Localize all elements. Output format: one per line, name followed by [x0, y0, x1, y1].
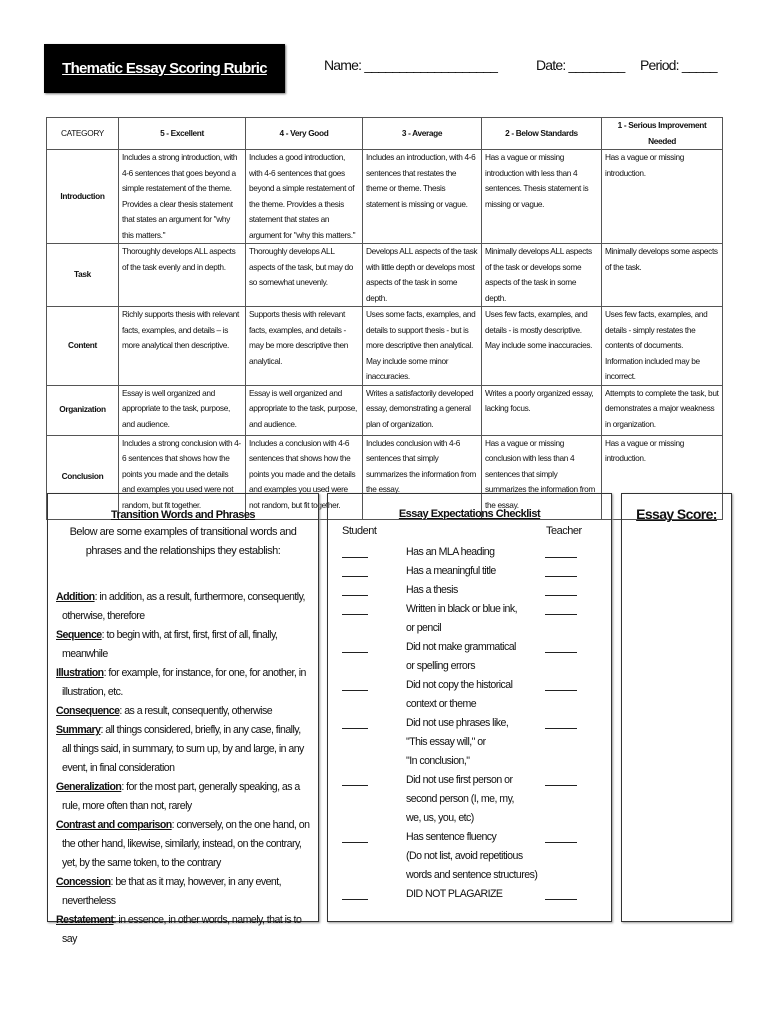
teacher-check-blank[interactable]: [545, 614, 577, 615]
checklist-item-text: Has an MLA heading: [406, 546, 495, 558]
rubric-cell: Has a vague or missing conclusion with less than 4 sentences that simply summarizes the information from the essay.: [482, 435, 602, 519]
checklist-item-text: second person (I, me, my,: [406, 793, 514, 805]
checklist-item: [328, 885, 611, 904]
transition-examples: for example, for instance, for one, for another, in illustration, etc.: [62, 667, 306, 698]
teacher-check-blank[interactable]: [545, 842, 577, 843]
checklist-item-text: DID NOT PLAGARIZE: [406, 888, 503, 900]
transition-title: Transition Words and Phrases: [110, 509, 256, 521]
transition-examples: in essence, in other words, namely, that is to say: [62, 914, 302, 945]
student-check-blank[interactable]: [342, 652, 368, 653]
rubric-cell: Includes conclusion with 4-6 sentences that simply summarizes the information from the essay.: [363, 435, 482, 519]
teacher-check-blank[interactable]: [545, 576, 577, 577]
transition-examples: to begin with, at first, first, first of all, finally, meanwhile: [62, 629, 278, 660]
teacher-column-label: Teacher: [546, 525, 582, 537]
checklist-item: [328, 676, 611, 714]
checklist-item-text: Did not make grammatical: [406, 641, 516, 653]
checklist-item-text: (Do not list, avoid repetitious: [406, 850, 523, 862]
rubric-cell: Uses few facts, examples, and details - is mostly descriptive. May include some inaccuracies.: [482, 307, 602, 386]
checklist-item-text: or spelling errors: [406, 660, 475, 672]
student-check-blank[interactable]: [342, 899, 368, 900]
transition-term: Addition: [56, 591, 95, 603]
teacher-check-blank[interactable]: [545, 899, 577, 900]
rubric-row: [47, 385, 723, 435]
rubric-cell: Attempts to complete the task, but demonstrates a major weakness in organization.: [602, 385, 723, 435]
student-check-blank[interactable]: [342, 785, 368, 786]
rubric-row: [47, 307, 723, 386]
rubric-cell: Thoroughly develops ALL aspects of the task, but may do so somewhat unevenly.: [246, 244, 363, 307]
category-header: CATEGORY: [47, 118, 119, 150]
name-field[interactable]: Name: ___________________: [324, 57, 498, 73]
category-label: Introduction: [47, 150, 119, 244]
student-check-blank[interactable]: [342, 557, 368, 558]
checklist-item-text: Has a meaningful title: [406, 565, 496, 577]
checklist-item-text: or pencil: [406, 622, 442, 634]
score-level-header: 5 - Excellent: [119, 118, 246, 150]
category-label: Conclusion: [47, 435, 119, 519]
score-level-header: 3 - Average: [363, 118, 482, 150]
transition-term: Contrast and comparison: [56, 819, 172, 831]
transition-term: Illustration: [56, 667, 104, 679]
transition-term: Generalization: [56, 781, 122, 793]
student-check-blank[interactable]: [342, 576, 368, 577]
rubric-cell: Includes a conclusion with 4-6 sentences that shows how the points you made and the details and examples you used were not random, but fit together.: [246, 435, 363, 519]
transition-item: Generalization: for the most part, generally speaking, as a rule, more often than not, rarely: [56, 781, 300, 812]
checklist-item-text: "This essay will," or: [406, 736, 486, 748]
teacher-check-blank[interactable]: [545, 595, 577, 596]
transition-item: Consequence: as a result, consequently, otherwise: [56, 705, 273, 717]
rubric-row: [47, 150, 723, 244]
student-column-label: Student: [342, 525, 377, 537]
rubric-table: [46, 117, 723, 520]
rubric-cell: Essay is well organized and appropriate to the task, purpose, and audience.: [246, 385, 363, 435]
rubric-cell: Supports thesis with relevant facts, examples, and details - may be more descriptive then analytical.: [246, 307, 363, 386]
transition-term: Sequence: [56, 629, 102, 641]
transition-words-box: [47, 493, 319, 945]
transition-examples: in addition, as a result, furthermore, consequently, otherwise, therefore: [62, 591, 305, 622]
transition-item: Summary: all things considered, briefly, in any case, finally, all things said, in summary, to sum up, by and large, in any event, in final consideration: [56, 724, 304, 774]
checklist-item: [328, 638, 611, 676]
rubric-cell: Writes a satisfactorily developed essay, demonstrating a general plan of organization.: [363, 385, 482, 435]
transition-examples: be that as it may, however, in any event, nevertheless: [62, 876, 282, 907]
score-level-header: 2 - Below Standards: [482, 118, 602, 150]
checklist-item: [328, 543, 611, 562]
page-title: Thematic Essay Scoring Rubric: [62, 60, 267, 77]
transition-term: Restatement: [56, 914, 114, 926]
student-check-blank[interactable]: [342, 690, 368, 691]
rubric-cell: Uses some facts, examples, and details to support thesis - but is more descriptive then analytical. May include some minor inaccuracies.: [363, 307, 482, 386]
transition-item: Addition: in addition, as a result, furthermore, consequently, otherwise, therefore: [56, 591, 305, 622]
teacher-check-blank[interactable]: [545, 557, 577, 558]
rubric-cell: Has a vague or missing introduction with less than 4 sentences. Thesis statement is missing or vague.: [482, 150, 602, 244]
category-label: Organization: [47, 385, 119, 435]
transition-examples: as a result, consequently, otherwise: [124, 705, 273, 717]
checklist-item-text: we, us, you, etc): [406, 812, 474, 824]
rubric-cell: Has a vague or missing introduction.: [602, 150, 723, 244]
student-check-blank[interactable]: [342, 595, 368, 596]
checklist-item: [328, 771, 611, 828]
checklist-items: [328, 543, 611, 904]
transition-examples: all things considered, briefly, in any case, finally, all things said, in summary, to sum up, by and large, in any event, in final consideration: [62, 724, 304, 774]
essay-score-box: [621, 493, 732, 922]
transition-examples: for the most part, generally speaking, as a rule, more often than not, rarely: [62, 781, 300, 812]
checklist-item: [328, 828, 611, 885]
checklist-item-text: Did not copy the historical: [406, 679, 513, 691]
transition-intro: Below are some examples of transitional words and phrases and the relationships they establish:: [69, 526, 297, 557]
checklist-item-text: context or theme: [406, 698, 477, 710]
period-field[interactable]: Period: _____: [640, 57, 717, 73]
checklist-item-text: "In conclusion,": [406, 755, 470, 767]
transition-term: Summary: [56, 724, 101, 736]
transition-item: Restatement: in essence, in other words, namely, that is to say: [56, 914, 302, 945]
checklist-item: [328, 600, 611, 638]
checklist-box: [327, 493, 612, 922]
essay-score-title: Essay Score:: [636, 506, 717, 522]
score-level-header: 4 - Very Good: [246, 118, 363, 150]
rubric-cell: Includes an introduction, with 4-6 sentences that restates the theme or theme. Thesis statement is missing or vague.: [363, 150, 482, 244]
transition-list: [48, 588, 318, 949]
date-field[interactable]: Date: ________: [536, 57, 625, 73]
checklist-item: [328, 581, 611, 600]
rubric-cell: Writes a poorly organized essay, lacking focus.: [482, 385, 602, 435]
transition-item: Contrast and comparison: conversely, on the one hand, on the other hand, likewise, similarly, instead, on the contrary, yet, by the same token, to the contrary: [56, 819, 310, 869]
transition-item: Concession: be that as it may, however, in any event, nevertheless: [56, 876, 282, 907]
score-level-header: 1 - Serious Improvement Needed: [602, 118, 723, 150]
checklist-item-text: words and sentence structures): [406, 869, 538, 881]
transition-term: Concession: [56, 876, 111, 888]
transition-examples: conversely, on the one hand, on the other hand, likewise, similarly, instead, on the contrary, yet, by the same token, to the contrary: [62, 819, 310, 869]
rubric-cell: Richly supports thesis with relevant facts, examples, and details – is more analytical then descriptive.: [119, 307, 246, 386]
student-check-blank[interactable]: [342, 842, 368, 843]
checklist-title: Essay Expectations Checklist: [398, 508, 541, 520]
rubric-cell: Includes a strong introduction, with 4-6 sentences that goes beyond a simple restatement of the theme. Provides a clear thesis statement that states an argument for "why this matters.": [119, 150, 246, 244]
category-label: Task: [47, 244, 119, 307]
rubric-cell: Includes a good introduction, with 4-6 sentences that goes beyond a simple restatement of the theme. Provides a thesis statement that states an argument for "why this matters.": [246, 150, 363, 244]
rubric-row: [47, 244, 723, 307]
rubric-cell: Minimally develops ALL aspects of the task or develops some aspects of the task in some depth.: [482, 244, 602, 307]
transition-item: Sequence: to begin with, at first, first, first of all, finally, meanwhile: [56, 629, 278, 660]
rubric-cell: Has a vague or missing introduction.: [602, 435, 723, 519]
title-banner: [44, 44, 285, 93]
transition-item: Illustration: for example, for instance, for one, for another, in illustration, etc.: [56, 667, 306, 698]
checklist-item-text: Written in black or blue ink,: [406, 603, 518, 615]
teacher-check-blank[interactable]: [545, 728, 577, 729]
category-label: Content: [47, 307, 119, 386]
checklist-item-text: Did not use first person or: [406, 774, 513, 786]
rubric-cell: Thoroughly develops ALL aspects of the task evenly and in depth.: [119, 244, 246, 307]
rubric-cell: Includes a strong conclusion with 4-6 sentences that shows how the points you made and the details and examples you used were not random, but fit together.: [119, 435, 246, 519]
teacher-check-blank[interactable]: [545, 785, 577, 786]
checklist-item-text: Did not use phrases like,: [406, 717, 509, 729]
student-check-blank[interactable]: [342, 614, 368, 615]
rubric-cell: Minimally develops some aspects of the task.: [602, 244, 723, 307]
teacher-check-blank[interactable]: [545, 652, 577, 653]
checklist-item-text: Has a thesis: [406, 584, 458, 596]
rubric-cell: Develops ALL aspects of the task with little depth or develops most aspects of the task in some depth.: [363, 244, 482, 307]
teacher-check-blank[interactable]: [545, 690, 577, 691]
transition-term: Consequence: [56, 705, 120, 717]
checklist-item: [328, 562, 611, 581]
checklist-item: [328, 714, 611, 771]
rubric-header-row: [47, 118, 723, 150]
checklist-item-text: Has sentence fluency: [406, 831, 497, 843]
rubric-cell: Uses few facts, examples, and details - simply restates the contents of documents. Information included may be incorrect.: [602, 307, 723, 386]
rubric-cell: Essay is well organized and appropriate to the task, purpose, and audience.: [119, 385, 246, 435]
student-check-blank[interactable]: [342, 728, 368, 729]
